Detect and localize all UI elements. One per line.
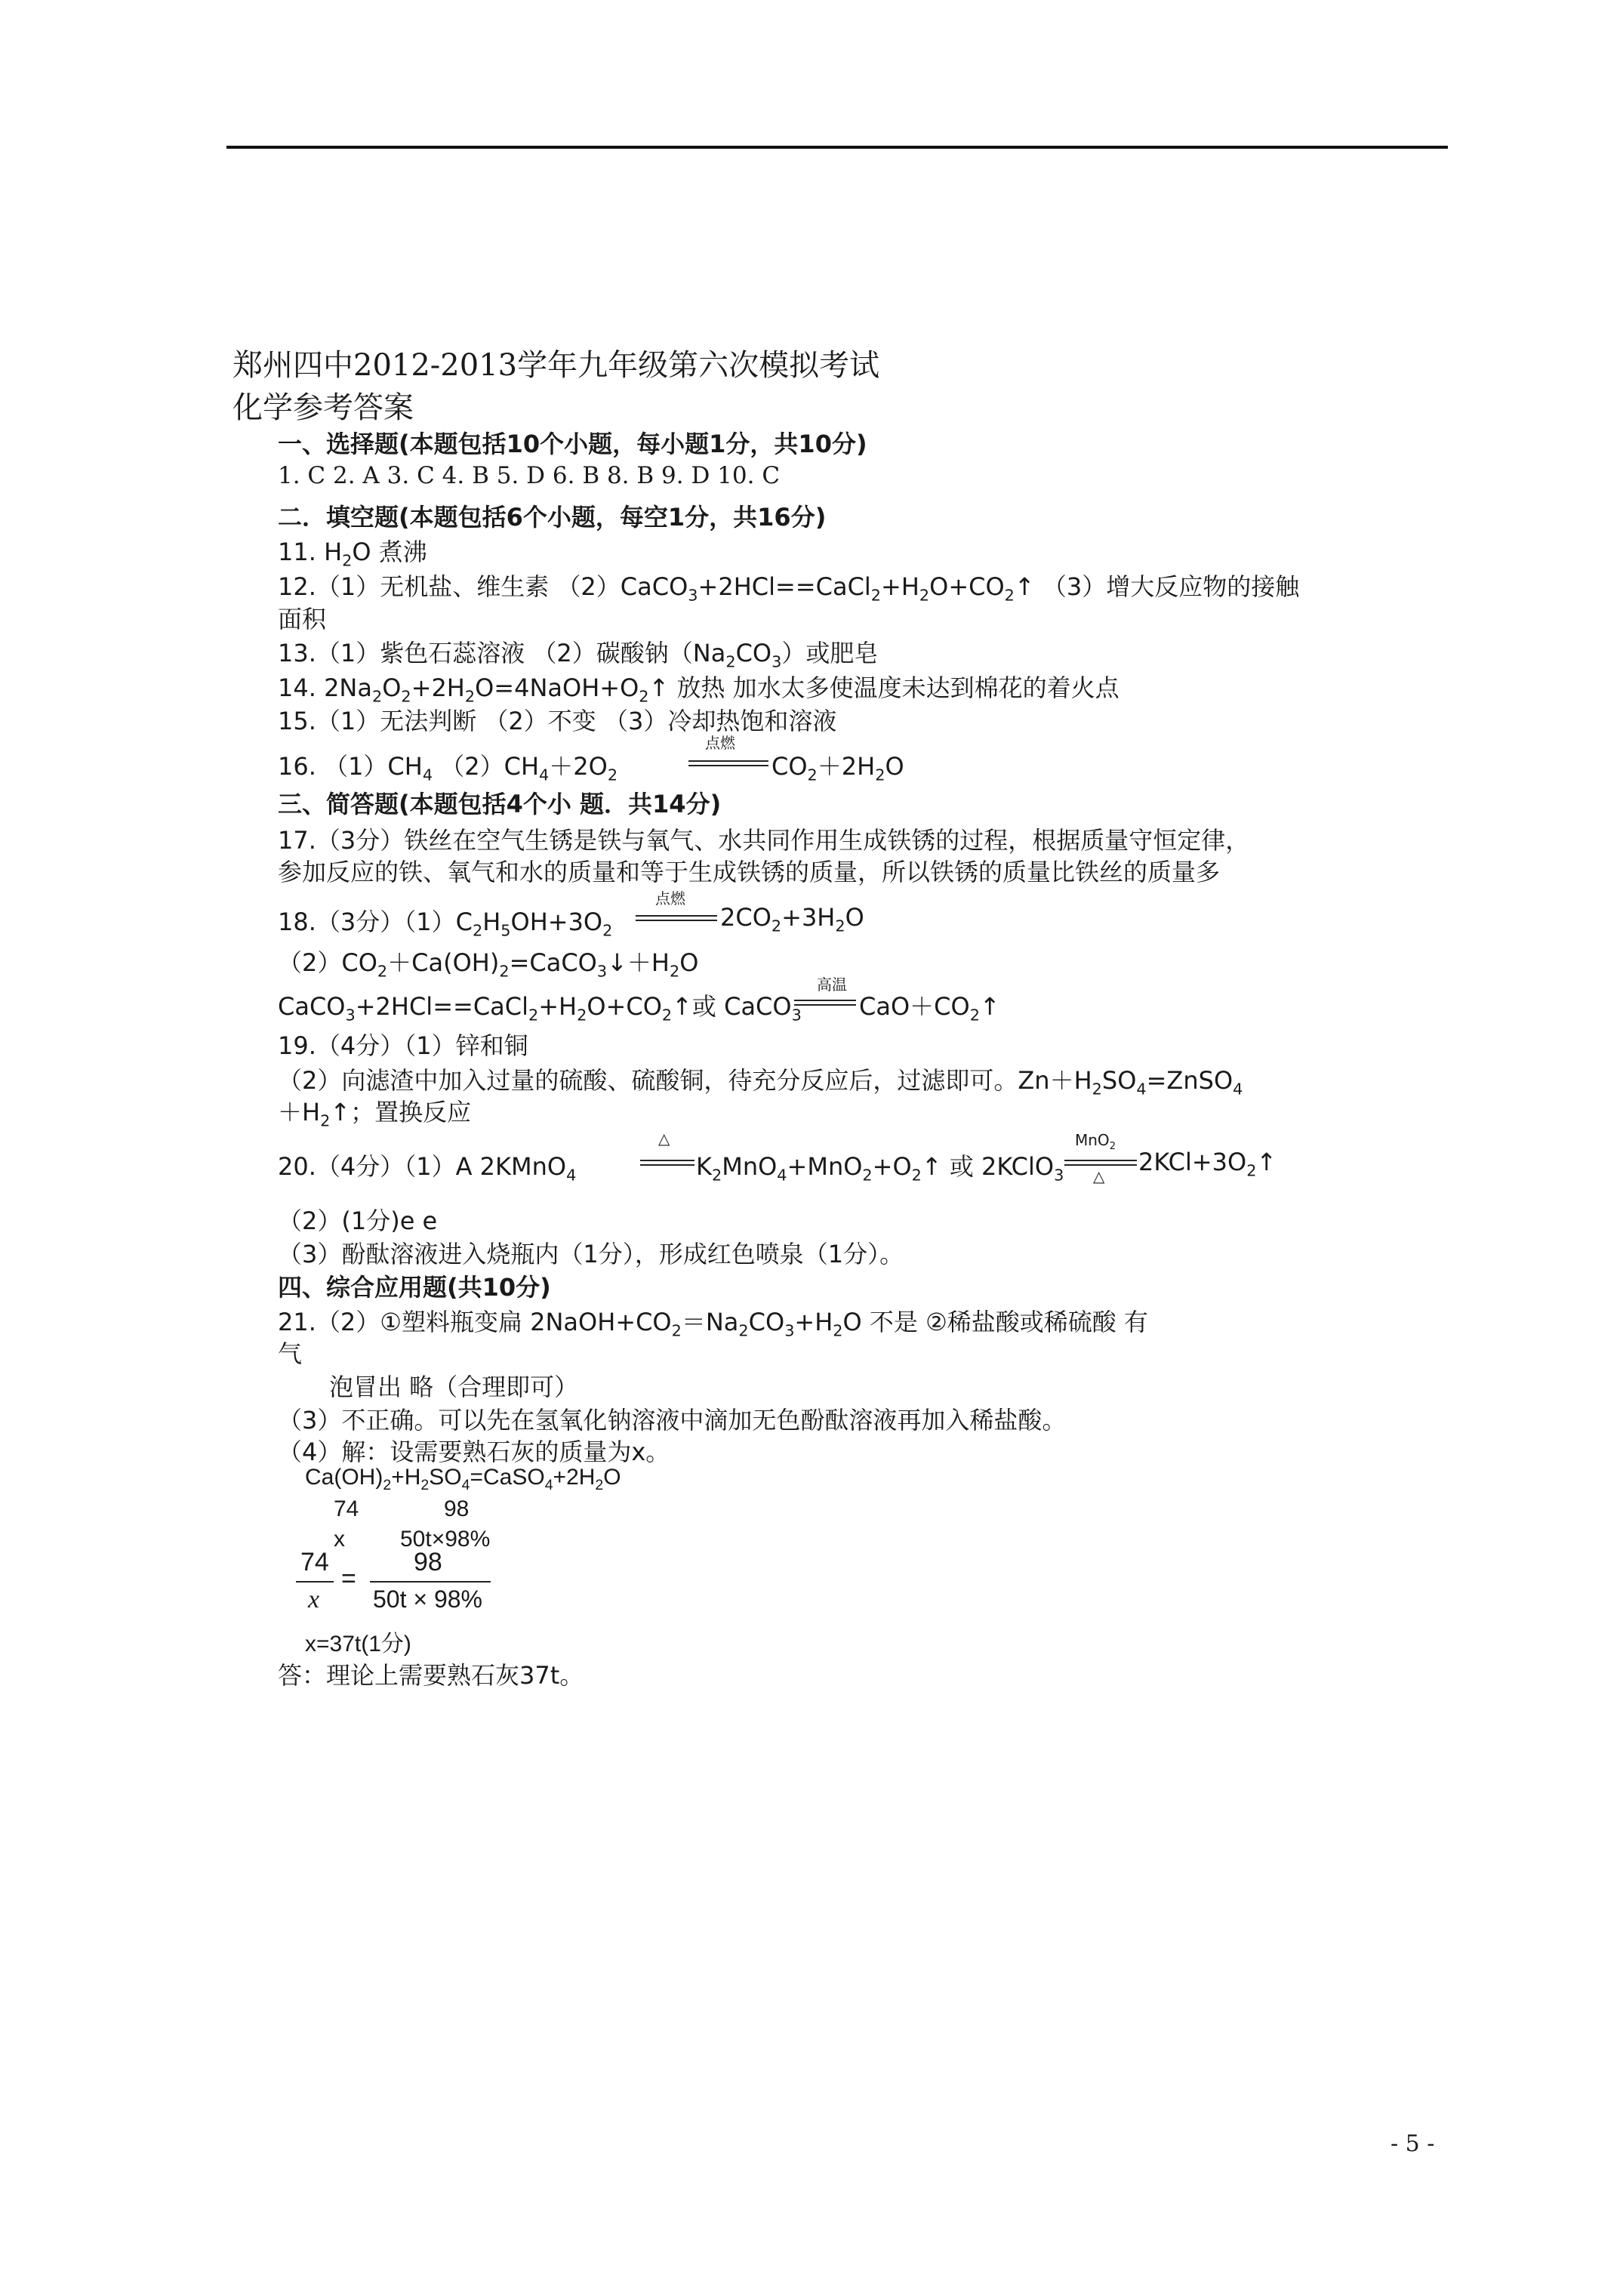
fraction-bar-1 — [296, 1581, 334, 1583]
answer-20-1-end: $2KCl+3O_2↑$ — [1138, 1148, 1277, 1180]
answer-18-2: $(2)CO_2+Ca(OH)_2=CaCO_3↓+H_2O$ — [278, 948, 699, 981]
answers-1-10: 1. C 2. A 3. C 4. B 5. D 6. B 8. B 9. D 10. C — [278, 462, 781, 489]
header-rule — [226, 146, 1448, 149]
fraction-numerator-1: 74 — [300, 1548, 329, 1576]
answer-16: 16. $(1)CH_4$ $(2)CH_4+2O_2$ — [278, 752, 618, 784]
document-title: 郑州四中2012-2013学年九年级第六次模拟考试 — [233, 348, 880, 383]
sulfuric-mass: 50t×98% — [400, 1527, 491, 1552]
answer-19-2: （2）向滤渣中加入过量的硫酸、硫酸铜，待充分反应后，过滤即可。$Zn+H_2SO_4=ZnSO_4$ — [278, 1066, 1243, 1099]
answer-17: 17.（3分）铁丝在空气生锈是铁与氧气、水共同作用生成铁锈的过程，根据质量守恒定律， — [278, 826, 1250, 855]
answer-20-3: （3）酚酞溶液进入烧瓶内（1分），形成红色喷泉（1分）。 — [278, 1240, 904, 1268]
unknown-x: x — [334, 1527, 345, 1552]
section-heading-fill: 二．填空题(本题包括6个小题，每空1分，共16分) — [278, 503, 827, 532]
answer-11: 11. $H_2O$ 煮沸 — [278, 538, 427, 570]
answer-21-3: （3）不正确。可以先在氢氧化钠溶液中滴加无色酚酞溶液再加入稀盐酸。 — [278, 1406, 1067, 1435]
answer-20-1: 20.（4分）（1）A 2KMnO$_4$ — [278, 1152, 577, 1185]
equals-sign: = — [341, 1564, 356, 1593]
answer-14: 14. $2Na_2O_2+2H_2O=4NaOH+O_2↑$ 放热 加水太多使温度未达到棉花的着火点 — [278, 673, 1119, 706]
equation-neutralization: $Ca(OH)_2+H_2SO_4=CaSO_4+2H_2O$ — [305, 1465, 621, 1493]
answer-18-3-products: $CaO+CO_2↑$ — [859, 992, 1000, 1025]
fraction-bar-2 — [370, 1581, 491, 1583]
answer-15: 15.（1）无法判断 （2）不变 （3）冷却热饱和溶液 — [278, 707, 837, 735]
answer-17-cont: 参加反应的铁、氧气和水的质量和等于生成铁锈的质量，所以铁锈的质量比铁丝的质量多 — [278, 858, 1221, 886]
fraction-numerator-2: 98 — [414, 1548, 442, 1576]
condition-ignite: 点燃 — [705, 734, 735, 752]
answer-19-3: $+H_2↑$；置换反应 — [278, 1098, 472, 1130]
reaction-equals — [794, 1000, 856, 1006]
answer-21-2: 21.（2）①塑料瓶变扁 $2NaOH+CO_2=Na_2CO_3+H_2O$ 不是 ②稀盐酸或稀硫酸 有 — [278, 1308, 1148, 1340]
fraction-denominator-2: 50t × 98% — [373, 1586, 482, 1613]
molar-mass-caoh2: 74 — [334, 1496, 359, 1521]
answer-20-2: （2）(1分)e e — [278, 1207, 438, 1235]
answer-19-1: 19.（4分）（1）锌和铜 — [278, 1031, 528, 1060]
condition-ignite: 点燃 — [655, 889, 685, 908]
answer-12: 12.（1）无机盐、维生素 $(2)CaCO_3+2HCl==CaCl_2+H_2O+CO_2↑$ （3）增大反应物的接触 — [278, 572, 1300, 605]
answer-21-2-wrap: 气 — [278, 1339, 303, 1368]
section-heading-choice: 一、选择题(本题包括10个小题，每小题1分，共10分) — [278, 430, 867, 458]
section-heading-short: 三、简答题(本题包括4个小 题．共14分) — [278, 790, 722, 818]
answer-21-2-cont: 泡冒出 略（合理即可） — [329, 1373, 579, 1401]
final-answer: 答：理论上需要熟石灰37t。 — [278, 1661, 584, 1690]
molar-mass-h2so4: 98 — [444, 1496, 470, 1521]
fraction-denominator-1: x — [308, 1586, 320, 1613]
reaction-equals — [1064, 1160, 1137, 1166]
page-number: - 5 - — [1390, 2131, 1435, 2157]
answer-18-1: 18.（3分）$(1)C_2H_5OH+3O_2$ — [278, 908, 613, 940]
answer-21-4: （4）解：设需要熟石灰的质量为x。 — [278, 1438, 670, 1466]
condition-heat: △ — [1093, 1167, 1105, 1185]
document-subtitle: 化学参考答案 — [233, 390, 414, 425]
reaction-equals — [636, 915, 717, 921]
reaction-equals — [688, 760, 768, 766]
answer-13: 13.（1）紫色石蕊溶液 （2）碳酸钠$(Na_2CO_3)$或肥皂 — [278, 639, 879, 671]
section-heading-comprehensive: 四、综合应用题(共10分) — [278, 1273, 551, 1302]
answer-18-3: $CaCO_3+2HCl==CaCl_2+H_2O+CO_2↑$或 CaCO$_3$ — [278, 992, 802, 1025]
condition-high-temp: 高温 — [817, 975, 847, 994]
condition-heat: △ — [658, 1130, 670, 1148]
catalyst-mno2: MnO$_2$ — [1075, 1131, 1116, 1152]
result-x: x=37t(1分) — [305, 1632, 411, 1657]
reaction-equals — [640, 1160, 694, 1166]
answer-12-cont: 面积 — [278, 605, 327, 633]
answer-20-1-mid: $K_2MnO_4+MnO_2+O_2↑$ 或 2KClO$_3$ — [696, 1152, 1064, 1185]
answer-16-products: $CO_2+2H_2O$ — [771, 752, 904, 784]
answer-18-1-products: $2CO_2+3H_2O$ — [720, 903, 864, 935]
